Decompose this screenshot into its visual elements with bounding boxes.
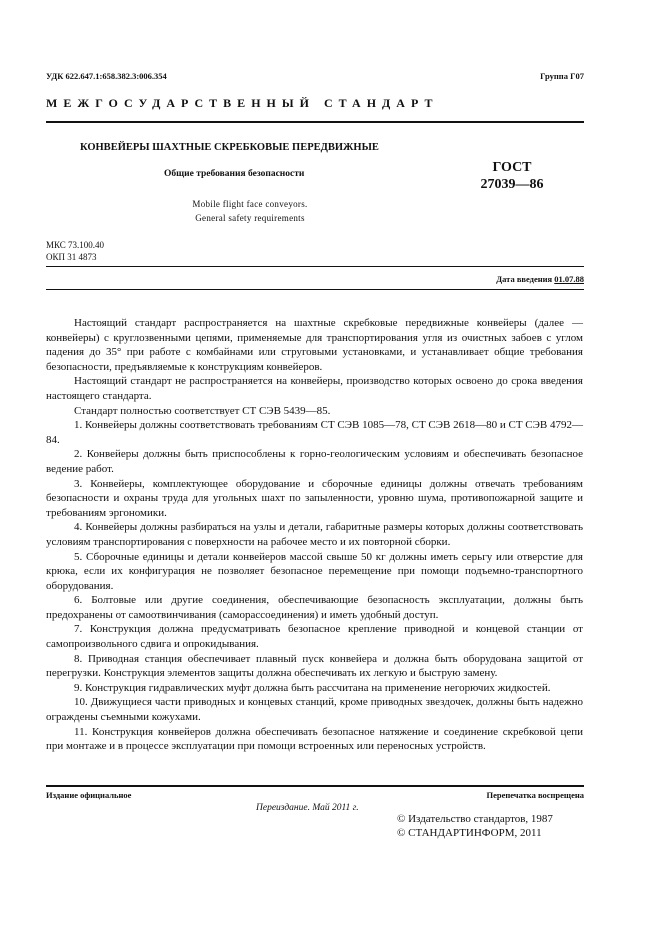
reissue-note: Переиздание. Май 2011 г. xyxy=(256,803,359,813)
group-code: Группа Г07 xyxy=(540,71,584,81)
document-body xyxy=(46,316,583,754)
paragraph-scope: Настоящий стандарт распространяется на шахтные скребковые передвижные конвейеры (далее — конвейеры) с круглозвенными цепями, применяемые для транспортирования угля из очистных забоев с углом падения до 35° при работе с комбайнами или струговыми установками, и устанавливает общие требования безопасности, предъявляемые к конструкциям конвейеров. xyxy=(46,317,583,373)
mks-code: МКС 73.100.40 xyxy=(46,240,105,250)
gost-label: ГОСТ xyxy=(492,160,532,175)
copyright-standartinform: © СТАНДАРТИНФОРМ, 2011 xyxy=(397,827,542,839)
classification-divider xyxy=(46,266,584,267)
paragraph-clause-5: 5. Сборочные единицы и детали конвейеров массой свыше 50 кг должны иметь серьгу или отверстие для крюка, если их конфигурация не позволяет безопасное перемещение при помощи подъемно-транспортного оборудования. xyxy=(46,550,583,592)
paragraph-clause-11: 11. Конструкция конвейеров должна обеспечивать безопасное натяжение и соединение скребковой цепи при монтаже и в процессе эксплуатации при помощи встроенных или переносных устройств. xyxy=(46,725,583,753)
date-divider xyxy=(46,289,584,290)
paragraph-clause-7: 7. Конструкция должна предусматривать безопасное крепление приводной и концевой станции от самопроизвольного сдвига и опрокидывания. xyxy=(46,623,583,651)
document-subtitle: Общие требования безопасности xyxy=(164,169,305,179)
paragraph-clause-1: 1. Конвейеры должны соответствовать требованиям СТ СЭВ 1085—78, СТ СЭВ 2618—80 и СТ СЭВ 4792—84. xyxy=(46,419,583,446)
paragraph-conformity: Стандарт полностью соответствует СТ СЭВ 5439—85. xyxy=(74,404,331,417)
header-divider xyxy=(46,121,584,123)
introduction-date-label: Дата введения xyxy=(496,274,553,284)
paragraph-clause-3: 3. Конвейеры, комплектующее оборудование и сборочные единицы должны отвечать требованиям безопасности и охраны труда для угольных шахт по запыленности, уровню шума, противопожарной защите и требованиям эргономики. xyxy=(46,477,583,519)
paragraph-clause-6: 6. Болтовые или другие соединения, обеспечивающие безопасность эксплуатации, должны быть предохранены от самоотвинчивания (саморассоединения) и иметь удобный доступ. xyxy=(46,594,583,621)
gost-number: 27039—86 xyxy=(480,177,544,192)
classification-codes xyxy=(46,239,104,263)
introduction-date xyxy=(496,274,584,284)
udk-code: УДК 622.647.1:658.382.3:006.354 xyxy=(46,71,167,81)
introduction-date-value: 01.07.88 xyxy=(554,274,584,284)
copyright-publisher: © Издательство стандартов, 1987 xyxy=(397,813,553,825)
gost-designation xyxy=(472,159,552,193)
footer-divider xyxy=(46,785,584,787)
standard-type-heading: МЕЖГОСУДАРСТВЕННЫЙ СТАНДАРТ xyxy=(46,96,439,110)
paragraph-clause-2: 2. Конвейеры должны быть приспособлены к горно-геологическим условиям и обеспечивать безопасное ведение работ. xyxy=(46,448,583,475)
english-title xyxy=(160,197,340,225)
paragraph-clause-10: 10. Движущиеся части приводных и концевых станций, кроме приводных звездочек, должны быть надежно ограждены съемными кожухами. xyxy=(46,696,583,724)
document-title: КОНВЕЙЕРЫ ШАХТНЫЕ СКРЕБКОВЫЕ ПЕРЕДВИЖНЫЕ xyxy=(80,142,379,153)
english-title-line2: General safety requirements xyxy=(195,213,305,223)
okp-code: ОКП 31 4873 xyxy=(46,252,97,262)
paragraph-clause-4: 4. Конвейеры должны разбираться на узлы и детали, габаритные размеры которых должны соответствовать условиям транспортирования с поверхности на рабочее место и их повторной сборки. xyxy=(46,521,583,548)
paragraph-exclusion: Настоящий стандарт не распространяется на конвейеры, производство которых освоено до срока введения настоящего стандарта. xyxy=(46,375,583,402)
english-title-line1: Mobile flight face conveyors. xyxy=(192,199,308,209)
copyright-block xyxy=(397,812,553,840)
paragraph-clause-9: 9. Конструкция гидравлических муфт должна быть рассчитана на применение негорючих жидкостей. xyxy=(74,681,551,694)
official-edition-label: Издание официальное xyxy=(46,790,132,800)
paragraph-clause-8: 8. Приводная станция обеспечивает плавный пуск конвейера и должна быть оборудована защитой от перегрузки. Конструкция элементов защиты должна обеспечивать их легкую и быструю замену. xyxy=(46,652,583,680)
reprint-prohibited-label: Перепечатка воспрещена xyxy=(486,790,584,800)
